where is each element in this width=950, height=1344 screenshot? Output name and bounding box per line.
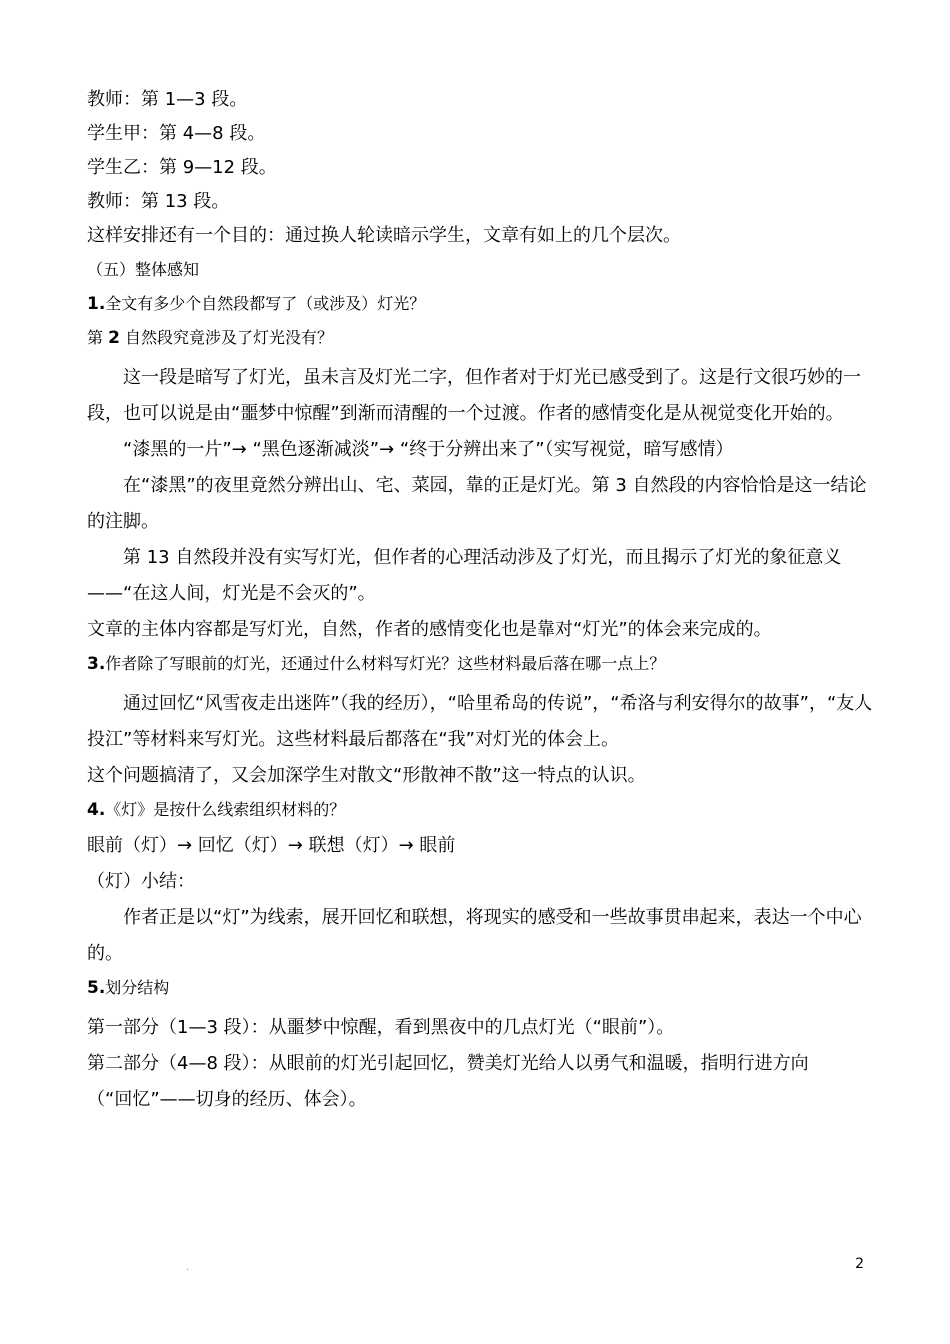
structure-part-2-continued: （“回忆”——切身的经历、体会）。 [87,1089,367,1110]
question-2-prefix: 第 [87,328,109,347]
line-student-b: 学生乙：第 9—12 段。 [87,157,277,178]
line-purpose: 这样安排还有一个目的：通过换人轮读暗示学生，文章有如上的几个层次。 [87,225,681,246]
paragraph-clue-chain: 眼前（灯）→ 回忆（灯）→ 联想（灯）→ 眼前 [87,835,456,856]
document-page [87,84,877,1118]
page-number: 2 [855,1256,864,1272]
line-teacher-1: 教师：第 1—3 段。 [87,89,248,110]
question-1-number: 1. [87,294,106,314]
structure-part-2: 第二部分（4—8 段）：从眼前的灯光引起回忆，赞美灯光给人以勇气和温暖，指明行进方向 [87,1053,809,1074]
footer-dot: . [186,1262,190,1273]
question-5 [87,972,877,1004]
paragraph-main-content: 文章的主体内容都是写灯光，自然，作者的感情变化也是靠对“灯光”的体会来完成的。 [87,619,772,640]
question-3 [87,648,877,680]
question-1-text: 全文有多少个自然段都写了（或涉及）灯光？ [105,294,426,313]
question-2 [87,322,877,354]
paragraph-visual-change: “漆黑的一片”→ “黑色逐渐减淡”→ “终于分辨出来了”（实写视觉，暗写感情） [123,439,734,460]
paragraph-pitch-dark: 在“漆黑”的夜里竟然分辨出山、宅、菜园，靠的正是灯光。第 3 自然段的内容恰恰是这一结论的注脚。 [87,475,867,532]
question-4-number: 4. [87,800,106,820]
question-2-text: 自然段究竟涉及了灯光没有？ [119,328,334,347]
paragraph-form-spirit: 这个问题搞清了，又会加深学生对散文“形散神不散”这一特点的认识。 [87,765,646,786]
line-teacher-2: 教师：第 13 段。 [87,191,230,212]
paragraph-section-13: 第 13 自然段并没有实写灯光，但作者的心理活动涉及了灯光，而且揭示了灯光的象征意义——“在这人间，灯光是不会灭的”。 [87,547,842,604]
line-student-a: 学生甲：第 4—8 段。 [87,123,266,144]
paragraph-summary-label: （灯）小结： [87,871,195,892]
question-4-text: 《灯》是按什么线索组织材料的？ [105,800,346,819]
question-3-number: 3. [87,654,106,674]
question-5-number: 5. [87,978,106,998]
structure-part-1: 第一部分（1—3 段）：从噩梦中惊醒，看到黑夜中的几点灯光（“眼前”）。 [87,1017,675,1038]
paragraph-dark-light: 这一段是暗写了灯光，虽未言及灯光二字，但作者对于灯光已感受到了。这是行文很巧妙的一段，也可以说是由“噩梦中惊醒”到渐而清醒的一个过渡。作者的感情变化是从视觉变化开始的。 [87,367,861,424]
section-heading-overall: （五）整体感知 [87,260,200,279]
question-3-text: 作者除了写眼前的灯光，还通过什么材料写灯光？这些材料最后落在哪一点上？ [105,654,666,673]
paragraph-summary: 作者正是以“灯”为线索，展开回忆和联想，将现实的感受和一些故事贯串起来，表达一个中心的。 [87,907,862,964]
paragraph-materials: 通过回忆“风雪夜走出迷阵”（我的经历），“哈里希岛的传说”，“希洛与利安得尔的故事”，“友人投江”等材料来写灯光。这些材料最后都落在“我”对灯光的体会上。 [87,693,873,750]
question-1 [87,288,877,320]
question-4 [87,794,877,826]
question-2-number: 2 [108,328,120,348]
question-5-text: 划分结构 [105,978,170,997]
